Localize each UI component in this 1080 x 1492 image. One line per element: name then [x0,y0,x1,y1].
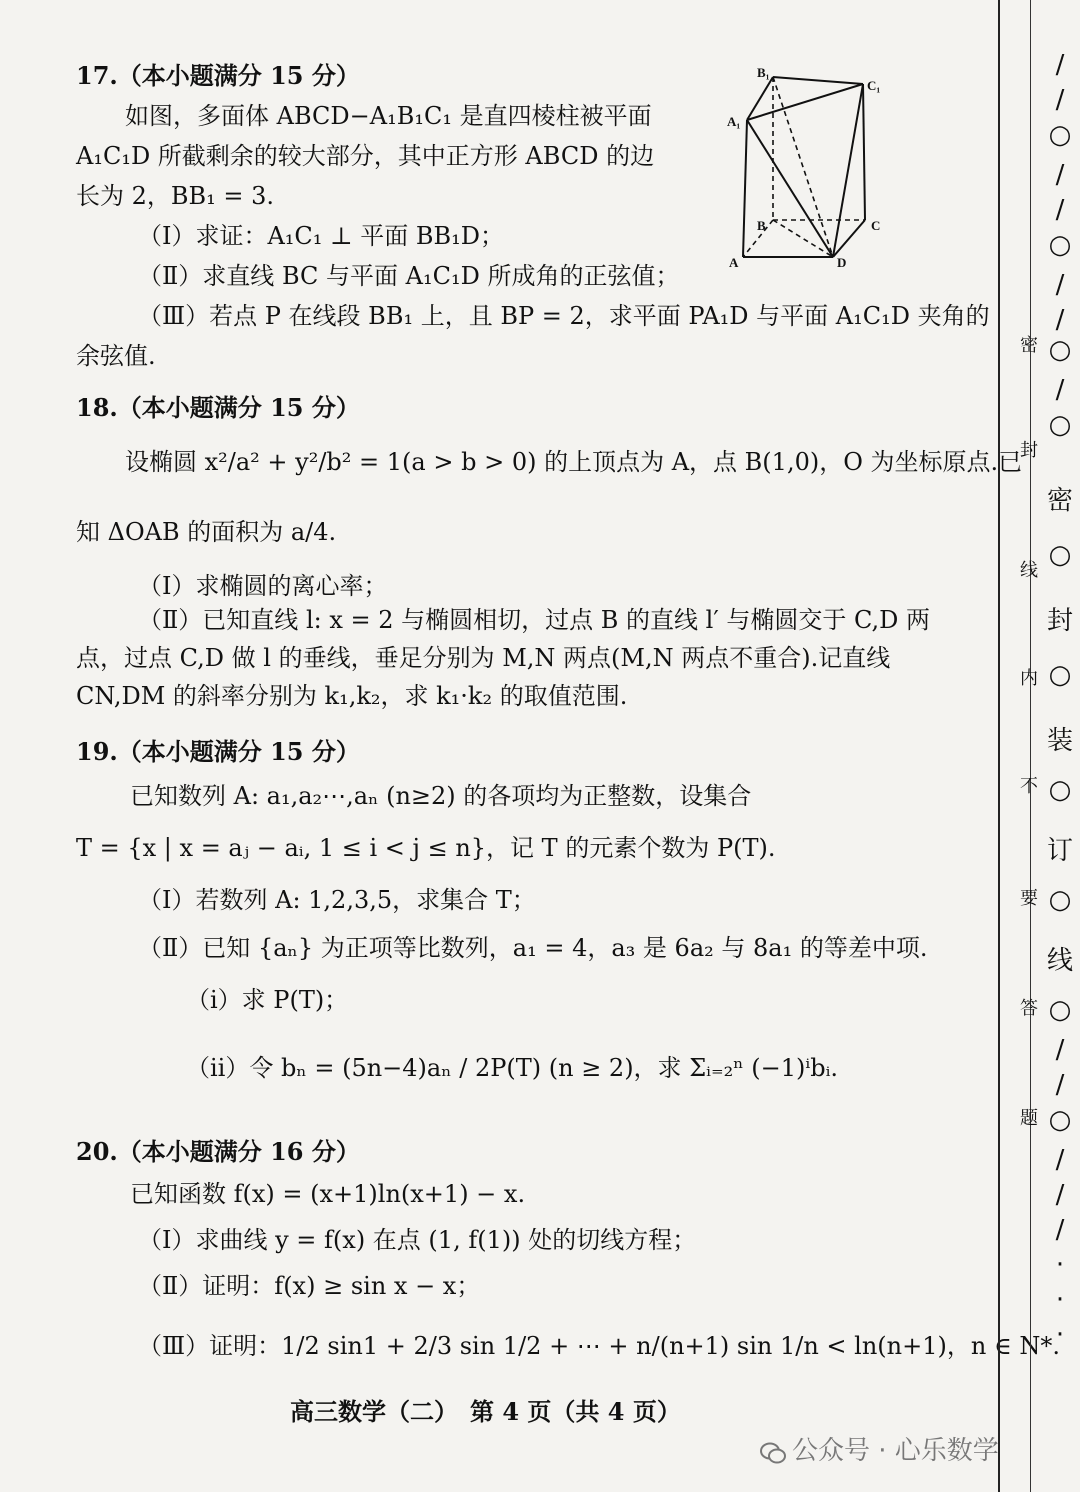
q18-stem-line2: 知 ΔOAB 的面积为 a/4. [76,518,337,546]
label-C: C [871,218,881,233]
circle-mark: ○ [1048,995,1072,1025]
seal-char: 线 [1046,946,1073,976]
label-B1: B₁ [757,65,770,80]
side-char-3: 线 [1017,560,1038,578]
circle-mark: ○ [1048,775,1072,805]
q20-header: 20.（本小题满分 16 分） [76,1137,360,1166]
page-footer: 高三数学（二） 第 4 页（共 4 页） [290,1397,681,1426]
label-A1: A₁ [727,114,741,129]
dot-mark: · [1055,1285,1065,1315]
q18-part2-cont2: CN,DM 的斜率分别为 k₁,k₂，求 k₁·k₂ 的取值范围. [76,682,628,710]
q18-part1: （Ⅰ）求椭圆的离心率； [138,572,388,600]
side-char-1: 密 [1017,335,1038,353]
seal-char: 封 [1046,606,1073,636]
side-char-2: 封 [1017,440,1038,458]
q20-stem: 已知函数 f(x) = (x+1)ln(x+1) − x. [130,1180,526,1208]
slash-mark: / [1055,305,1065,335]
seal-char: 密 [1046,486,1073,516]
q18-header: 18.（本小题满分 15 分） [76,393,360,422]
slash-mark: / [1055,1070,1065,1100]
label-B: B [757,218,766,233]
q18-stem-line1: 设椭圆 x²/a² + y²/b² = 1(a > b > 0) 的上顶点为 A，点 B(1,0)，O 为坐标原点.已 [125,448,1023,476]
circle-mark: ○ [1048,660,1072,690]
q19-stem-line1: 已知数列 A: a₁,a₂⋯,aₙ (n≥2) 的各项均为正整数，设集合 [130,782,752,810]
label-D: D [837,255,847,270]
slash-mark: / [1055,160,1065,190]
side-char-6: 要 [1017,888,1038,906]
binding-column [1000,0,1040,1492]
slash-mark: / [1055,1035,1065,1065]
side-char-4: 内 [1017,668,1038,686]
watermark [760,1430,999,1467]
q17-stem-line1: 如图，多面体 ABCD−A₁B₁C₁ 是直四棱柱被平面 [125,102,652,130]
q19-header: 19.（本小题满分 15 分） [76,737,360,766]
slash-mark: / [1055,375,1065,405]
q18-part2-cont1: 点，过点 C,D 做 l 的垂线，垂足分别为 M,N 两点(M,N 两点不重合).记直线 [76,644,891,672]
q17-stem-line2: A₁C₁D 所截剩余的较大部分，其中正方形 ABCD 的边 [76,142,655,170]
side-char-8: 题 [1017,1108,1038,1126]
slash-mark: / [1055,195,1065,225]
circle-mark: ○ [1048,120,1072,150]
q17-part3: （Ⅲ）若点 P 在线段 BB₁ 上，且 BP = 2，求平面 PA₁D 与平面 A₁C₁D 夹角的 [138,302,990,330]
slash-mark: / [1055,50,1065,80]
seal-column [1040,30,1080,1490]
slash-mark: / [1055,1180,1065,1210]
q19-part2-i: （ⅰ）求 P(T)； [186,986,349,1014]
circle-mark: ○ [1048,540,1072,570]
circle-mark: ○ [1048,1105,1072,1135]
q19-part1: （Ⅰ）若数列 A: 1,2,3,5，求集合 T； [138,886,536,914]
slash-mark: / [1055,1145,1065,1175]
q17-part3-cont: 余弦值. [76,342,156,370]
wechat-icon [760,1441,786,1463]
q19-stem-line2: T = {x | x = aⱼ − aᵢ, 1 ≤ i < j ≤ n}，记 T 的元素个数为 P(T). [76,834,776,862]
q18-part2: （Ⅱ）已知直线 l: x = 2 与椭圆相切，过点 B 的直线 l′ 与椭圆交于 C,D 两 [138,606,931,634]
seal-char: 订 [1046,836,1073,866]
seal-char: 装 [1046,726,1073,756]
q17-stem-line3: 长为 2，BB₁ = 3. [76,182,275,210]
label-A: A [729,255,739,270]
q20-part2: （Ⅱ）证明：f(x) ≥ sin x − x； [138,1272,481,1300]
q17-part1: （Ⅰ）求证：A₁C₁ ⊥ 平面 BB₁D； [138,222,505,250]
polyhedron-figure [725,62,895,272]
q17-part2: （Ⅱ）求直线 BC 与平面 A₁C₁D 所成角的正弦值； [138,262,680,290]
circle-mark: ○ [1048,410,1072,440]
watermark-text: 公众号 · 心乐数学 [792,1436,999,1466]
side-char-7: 答 [1017,998,1038,1016]
q20-part1: （Ⅰ）求曲线 y = f(x) 在点 (1, f(1)) 处的切线方程； [138,1226,697,1254]
side-char-5: 不 [1017,776,1038,794]
dot-mark: · [1055,1320,1065,1350]
dot-mark: · [1055,1250,1065,1280]
q19-part2: （Ⅱ）已知 {aₙ} 为正项等比数列，a₁ = 4，a₃ 是 6a₂ 与 8a₁ 的等差中项. [138,934,928,962]
slash-mark: / [1055,1215,1065,1245]
slash-mark: / [1055,85,1065,115]
q19-part2-ii: （ⅱ）令 bₙ = (5n−4)aₙ / 2P(T) (n ≥ 2)，求 Σᵢ₌₂ⁿ (−1)ⁱbᵢ. [186,1054,839,1082]
q20-part3: （Ⅲ）证明：1/2 sin1 + 2/3 sin 1/2 + ⋯ + n/(n+1) sin 1/n < ln(n+1)，n ∈ N*. [138,1332,1060,1360]
circle-mark: ○ [1048,335,1072,365]
q17-header: 17.（本小题满分 15 分） [76,61,360,90]
slash-mark: / [1055,270,1065,300]
label-C1: C₁ [867,78,881,93]
circle-mark: ○ [1048,885,1072,915]
circle-mark: ○ [1048,230,1072,260]
